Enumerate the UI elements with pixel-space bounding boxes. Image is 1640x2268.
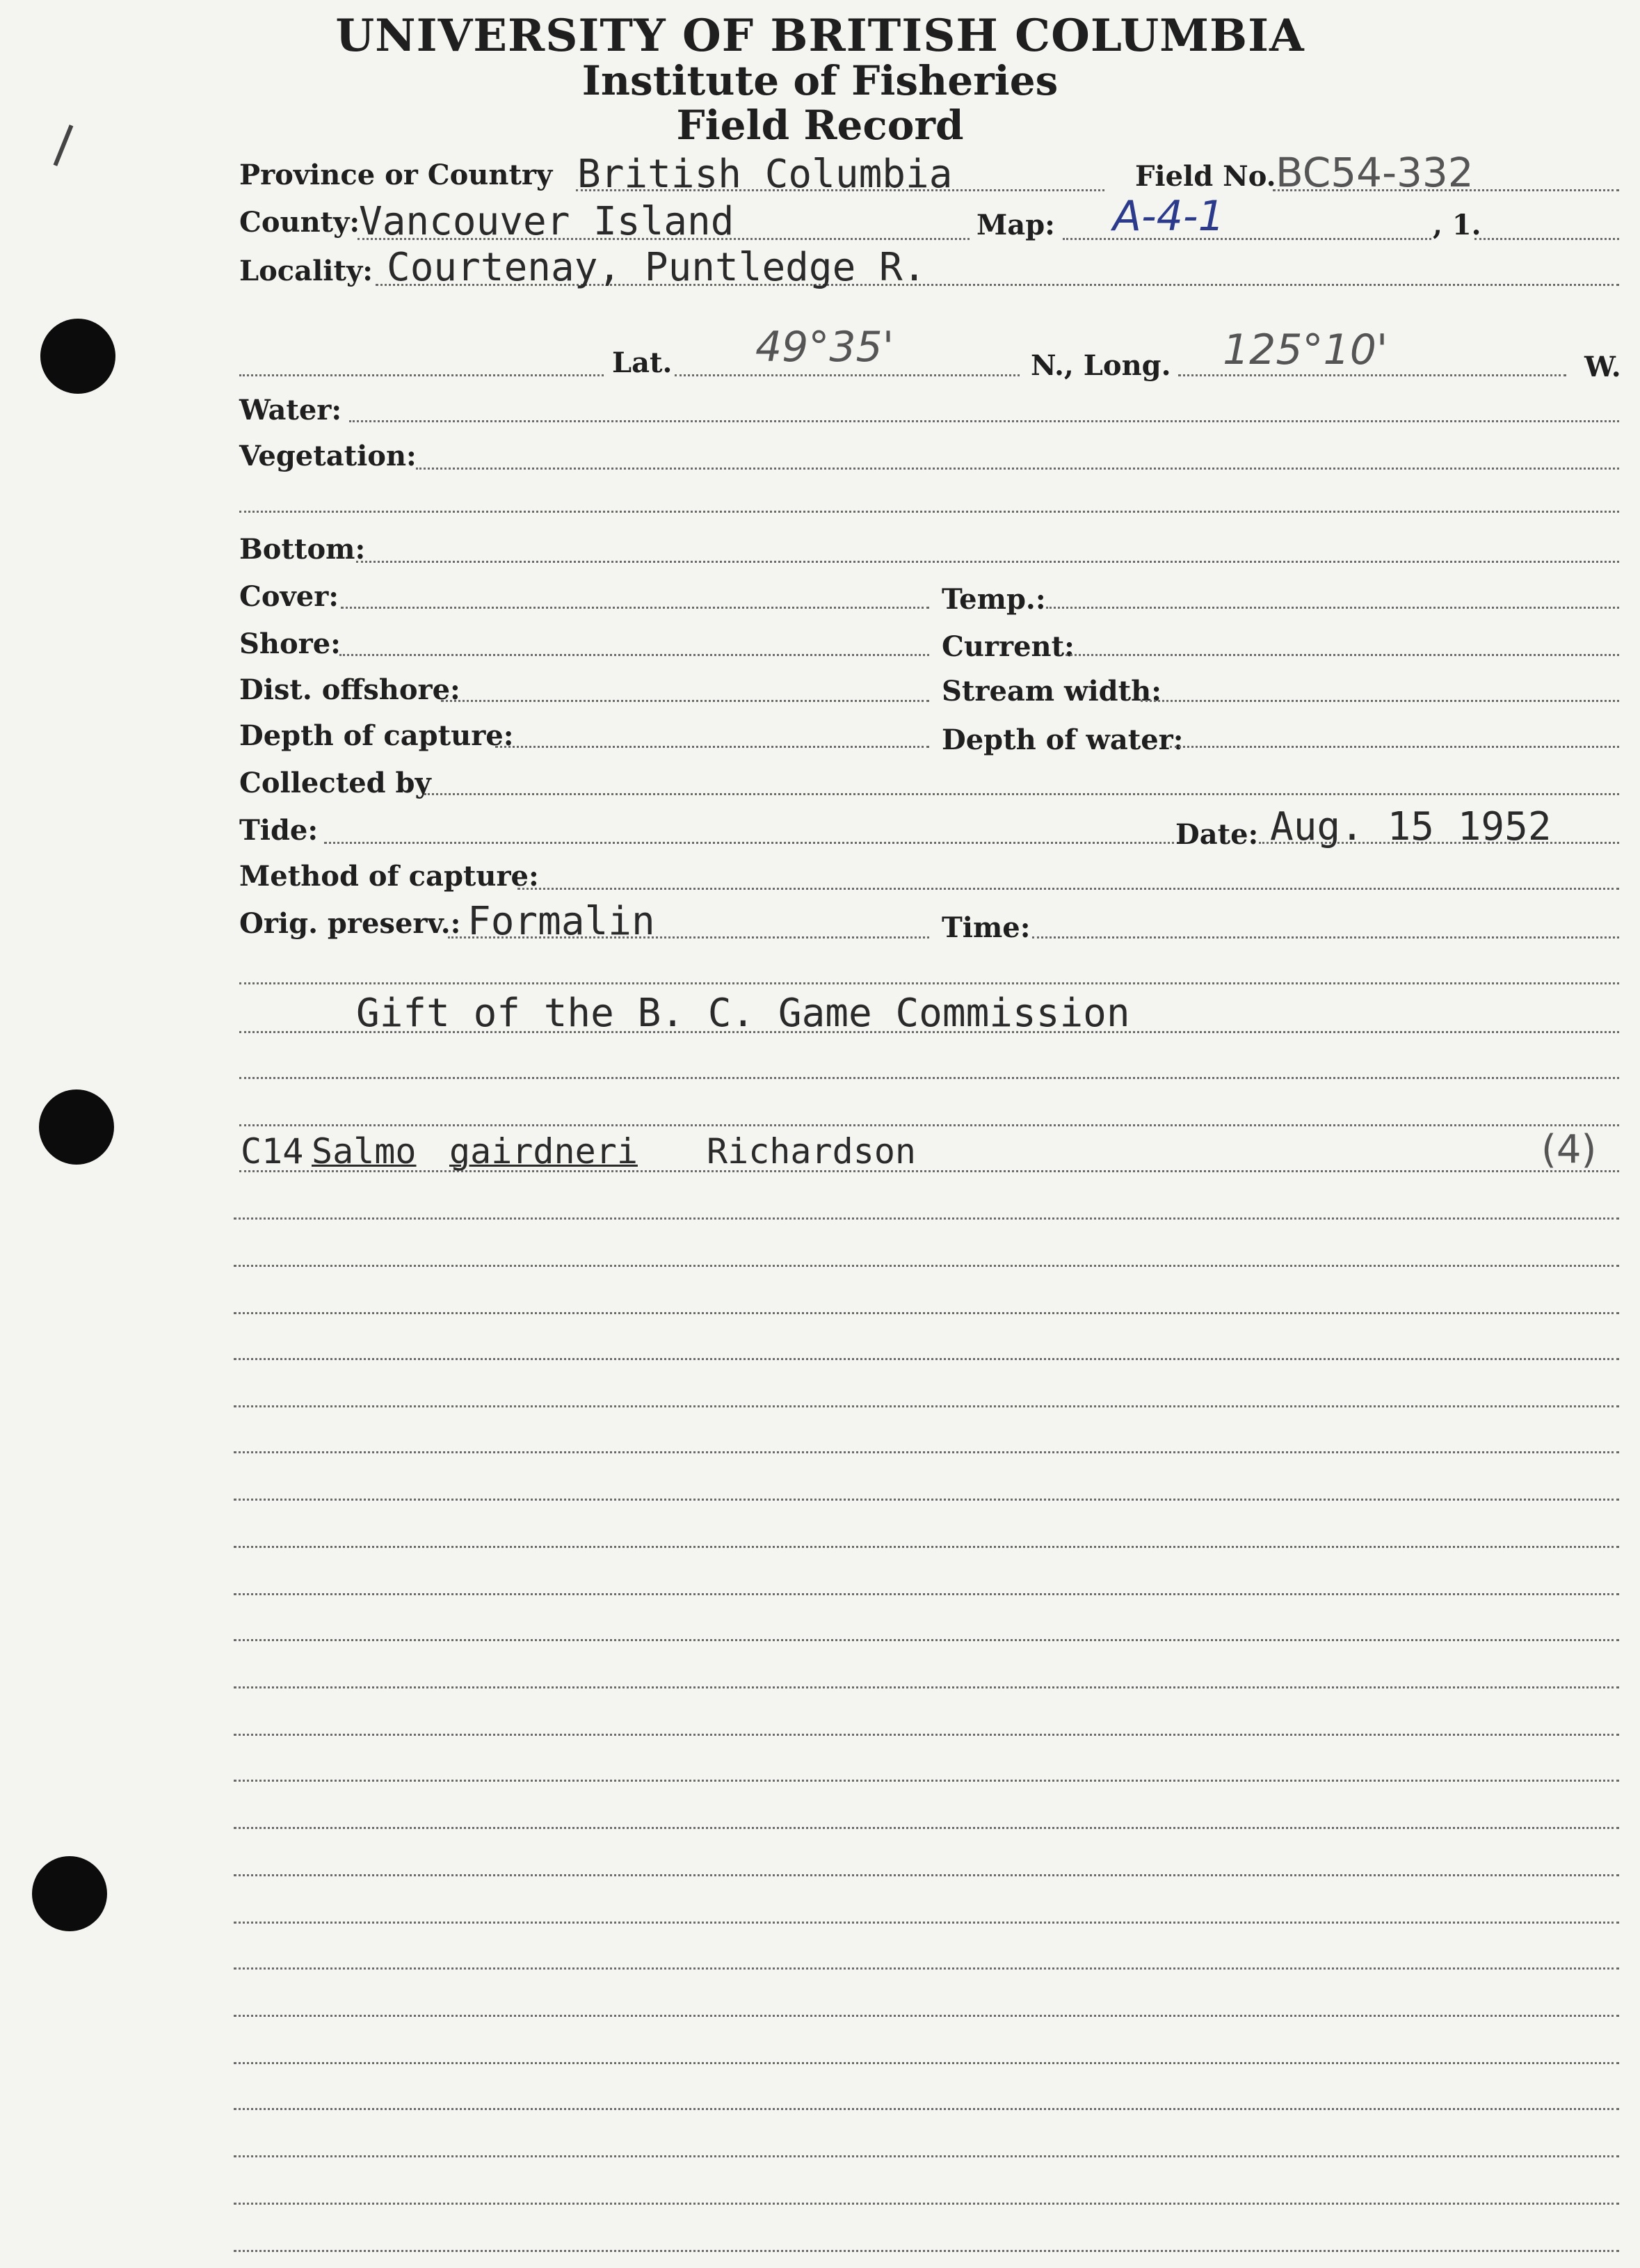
map-value: A-4-1 (1113, 192, 1225, 241)
punch-hole-bottom (32, 1856, 107, 1931)
blank-line (234, 1451, 1619, 1453)
depth-water-label: Depth of water: (942, 724, 1184, 756)
university-heading: UNIVERSITY OF BRITISH COLUMBIA (335, 10, 1305, 62)
orig-preserv-value: Formalin (467, 899, 655, 944)
long-value: 125°10' (1223, 326, 1388, 374)
shore-label: Shore: (239, 628, 341, 660)
shore-line (339, 654, 929, 656)
map-suffix: , 1. (1433, 209, 1481, 241)
genus-name: Salmo (312, 1131, 417, 1172)
bottom-label: Bottom: (239, 533, 366, 566)
blank-line (234, 1639, 1619, 1641)
punch-hole-middle (39, 1089, 114, 1165)
vegetation-label: Vegetation: (239, 440, 417, 472)
orig-preserv-label: Orig. preserv.: (239, 907, 461, 940)
author-name: Richardson (707, 1131, 917, 1172)
vegetation-line (416, 468, 1619, 470)
blank-line (234, 1827, 1619, 1829)
collected-by-line (424, 793, 1619, 795)
stream-width-line (1141, 700, 1619, 702)
blank-line (234, 1358, 1619, 1360)
note-line-1 (239, 982, 1619, 984)
note-line-4 (239, 1124, 1619, 1126)
tide-label: Tide: (239, 814, 319, 847)
punch-hole-top (40, 319, 115, 394)
stream-width-label: Stream width: (942, 675, 1161, 708)
lat-value: 49°35' (755, 323, 894, 372)
blank-line (234, 1405, 1619, 1407)
note-line-3 (239, 1077, 1619, 1079)
depth-capture-label: Depth of capture: (239, 719, 514, 752)
locality-value: Courtenay, Puntledge R. (387, 245, 926, 290)
record-heading: Field Record (676, 102, 964, 149)
specimen-line (239, 1170, 1619, 1172)
dist-offshore-line (441, 700, 929, 702)
species-name: gairdneri (449, 1131, 638, 1172)
depth-water-line (1170, 746, 1619, 748)
blank-line (234, 2250, 1619, 2252)
gift-note: Gift of the B. C. Game Commission (356, 991, 1130, 1036)
blank-line (234, 1265, 1619, 1267)
temp-label: Temp.: (942, 583, 1046, 616)
dist-offshore-label: Dist. offshore: (239, 673, 460, 706)
blank-line (234, 2062, 1619, 2064)
temp-line (1046, 607, 1619, 609)
county-label: County: (239, 206, 360, 239)
time-line (1032, 936, 1619, 939)
cover-line (341, 607, 929, 609)
date-value: Aug. 15 1952 (1270, 804, 1552, 849)
depth-capture-line (495, 746, 929, 748)
field-no-value: BC54-332 (1276, 149, 1474, 196)
field-no-label: Field No. (1135, 160, 1276, 193)
current-line (1066, 654, 1619, 656)
water-line (349, 420, 1619, 422)
locality-label: Locality: (239, 255, 373, 287)
map-suffix-line (1474, 238, 1619, 240)
locality-line-2 (239, 374, 604, 376)
date-label: Date: (1175, 818, 1259, 851)
blank-line (234, 1734, 1619, 1736)
long-line (1178, 374, 1566, 376)
blank-line (234, 1217, 1619, 1220)
water-label: Water: (239, 394, 342, 426)
current-label: Current: (942, 630, 1075, 663)
county-value: Vancouver Island (359, 199, 734, 244)
catalog-number: C14 (241, 1131, 304, 1172)
province-value: British Columbia (577, 152, 953, 197)
blank-line (234, 1780, 1619, 1782)
method-line (517, 888, 1619, 890)
blank-line (234, 2155, 1619, 2157)
cover-label: Cover: (239, 580, 339, 613)
blank-line (234, 2203, 1619, 2205)
time-label: Time: (942, 911, 1031, 944)
lat-line (675, 374, 1020, 376)
long-label: N., Long. (1031, 349, 1171, 382)
method-label: Method of capture: (239, 860, 539, 893)
blank-line (234, 1546, 1619, 1548)
province-label: Province or Country (239, 159, 553, 191)
specimen-count: (4) (1541, 1127, 1597, 1172)
collected-by-label: Collected by (239, 767, 431, 799)
blank-line (234, 2108, 1619, 2110)
blank-line (234, 1499, 1619, 1501)
blank-line (234, 1312, 1619, 1314)
tide-line (324, 842, 1180, 844)
west-label: W. (1584, 351, 1621, 383)
institute-heading: Institute of Fisheries (581, 57, 1059, 104)
blank-line (234, 1874, 1619, 1876)
vegetation-line-2 (239, 511, 1619, 513)
blank-line (234, 1593, 1619, 1595)
blank-line (234, 2015, 1619, 2017)
blank-line (234, 1686, 1619, 1688)
bottom-line (356, 561, 1619, 563)
blank-line (234, 1967, 1619, 1970)
lat-label: Lat. (612, 346, 673, 379)
blank-line (234, 1922, 1619, 1924)
map-label: Map: (976, 209, 1055, 241)
